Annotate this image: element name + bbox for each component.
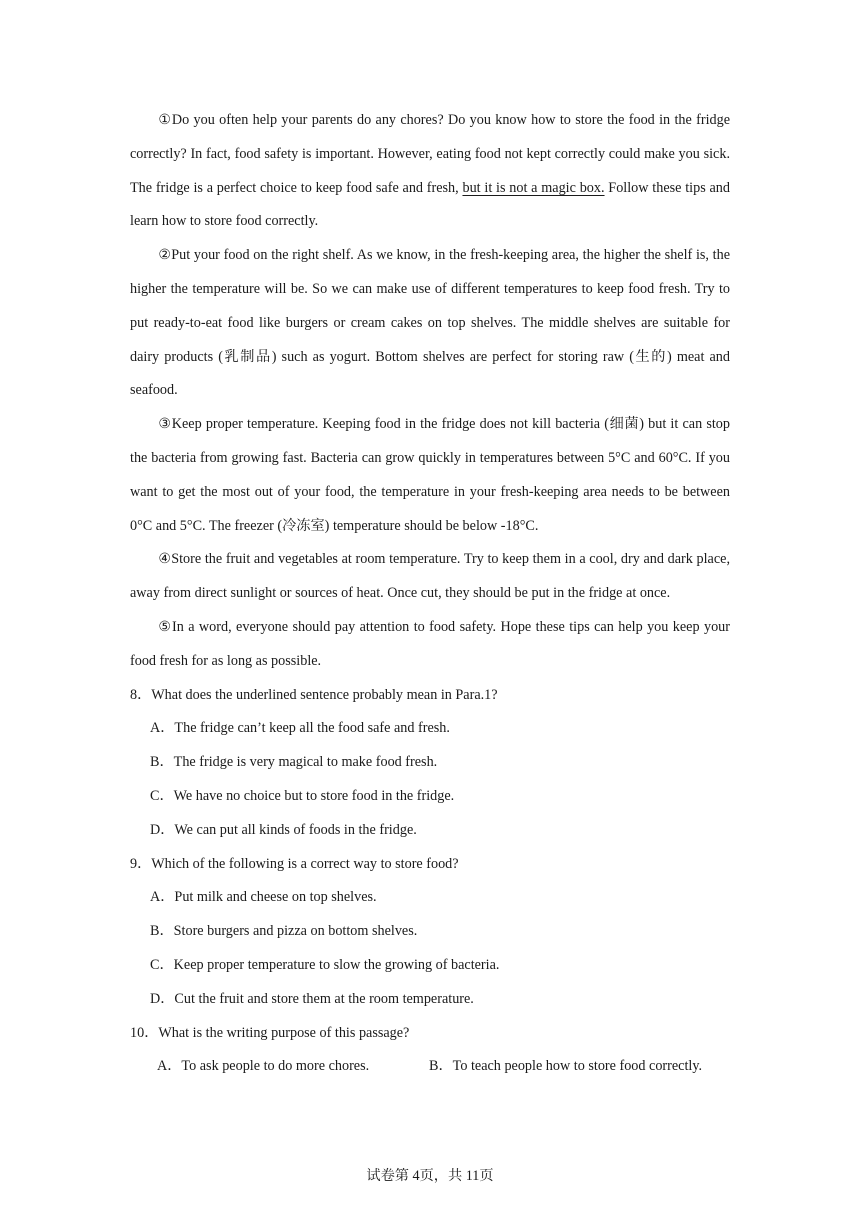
passage-paragraph-2: ②Put your food on the right shelf. As we know, in the fresh-keeping area, the higher the shelf is, the higher the temperature will be. So we can make use of different temperatures to keep food fresh. Try to put ready-to-eat food like burgers or cream cakes on top shelves. The middle shelves are suitable for dairy products (乳制品) such as yogurt. Bottom shelves are perfect for storing raw (生的) meat and seafood. — [130, 247, 730, 399]
question-8-option-a: A．The fridge can’t keep all the food safe and fresh. — [150, 720, 450, 737]
question-10-options — [130, 1050, 730, 1084]
passage-paragraph-5: ⑤In a word, everyone should pay attention to food safety. Hope these tips can help you keep your food fresh for as long as possible. — [130, 618, 730, 669]
passage-paragraph-1 — [130, 104, 730, 239]
paragraph-1-text-end: Follow these tips and learn how to store food correctly. — [130, 179, 730, 230]
question-10-option-a: A．To ask people to do more chores. — [157, 1058, 370, 1075]
question-10-stem: 10．What is the writing purpose of this passage? — [130, 1024, 410, 1041]
question-9-stem: 9．Which of the following is a correct way to store food? — [130, 855, 459, 872]
question-8-option-c: C．We have no choice but to store food in the fridge. — [150, 787, 455, 804]
question-9-option-b: B．Store burgers and pizza on bottom shelves. — [150, 923, 418, 940]
exam-page-content — [130, 104, 730, 1084]
question-8-option-b: B．The fridge is very magical to make food fresh. — [150, 754, 438, 771]
paragraph-1-text: ①Do you often help your parents do any chores? Do you know how to store the food in the fridge correctly? In fact, food safety is important. However, eating food not kept correctly could make you sick. The fridge is a perfect choice to keep food safe and fresh, — [130, 112, 730, 196]
passage-paragraph-3: ③Keep proper temperature. Keeping food in the fridge does not kill bacteria (细菌) but it can stop the bacteria from growing fast. Bacteria can grow quickly in temperatures between 5°C and 60°C. If you want to get the most out of your food, the temperature in your fresh-keeping area needs to be between 0°C and 5°C. The freezer (冷冻室) temperature should be below -18°C. — [130, 416, 730, 534]
question-8-option-d: D．We can put all kinds of foods in the fridge. — [150, 821, 417, 838]
question-8-stem: 8．What does the underlined sentence probably mean in Para.1? — [130, 686, 498, 703]
question-9-option-d: D．Cut the fruit and store them at the room temperature. — [150, 990, 474, 1007]
passage-paragraph-4: ④Store the fruit and vegetables at room temperature. Try to keep them in a cool, dry and dark place, away from direct sunlight or sources of heat. Once cut, they should be put in the fridge at once. — [130, 551, 730, 602]
underlined-sentence: but it is not a magic box. — [462, 179, 605, 196]
question-9-option-a: A．Put milk and cheese on top shelves. — [150, 889, 377, 906]
page-footer: 试卷第 4页，共 11页 — [366, 1168, 494, 1184]
question-10-option-b: B．To teach people how to store food correctly. — [429, 1058, 703, 1075]
question-9-option-c: C．Keep proper temperature to slow the growing of bacteria. — [150, 956, 500, 973]
